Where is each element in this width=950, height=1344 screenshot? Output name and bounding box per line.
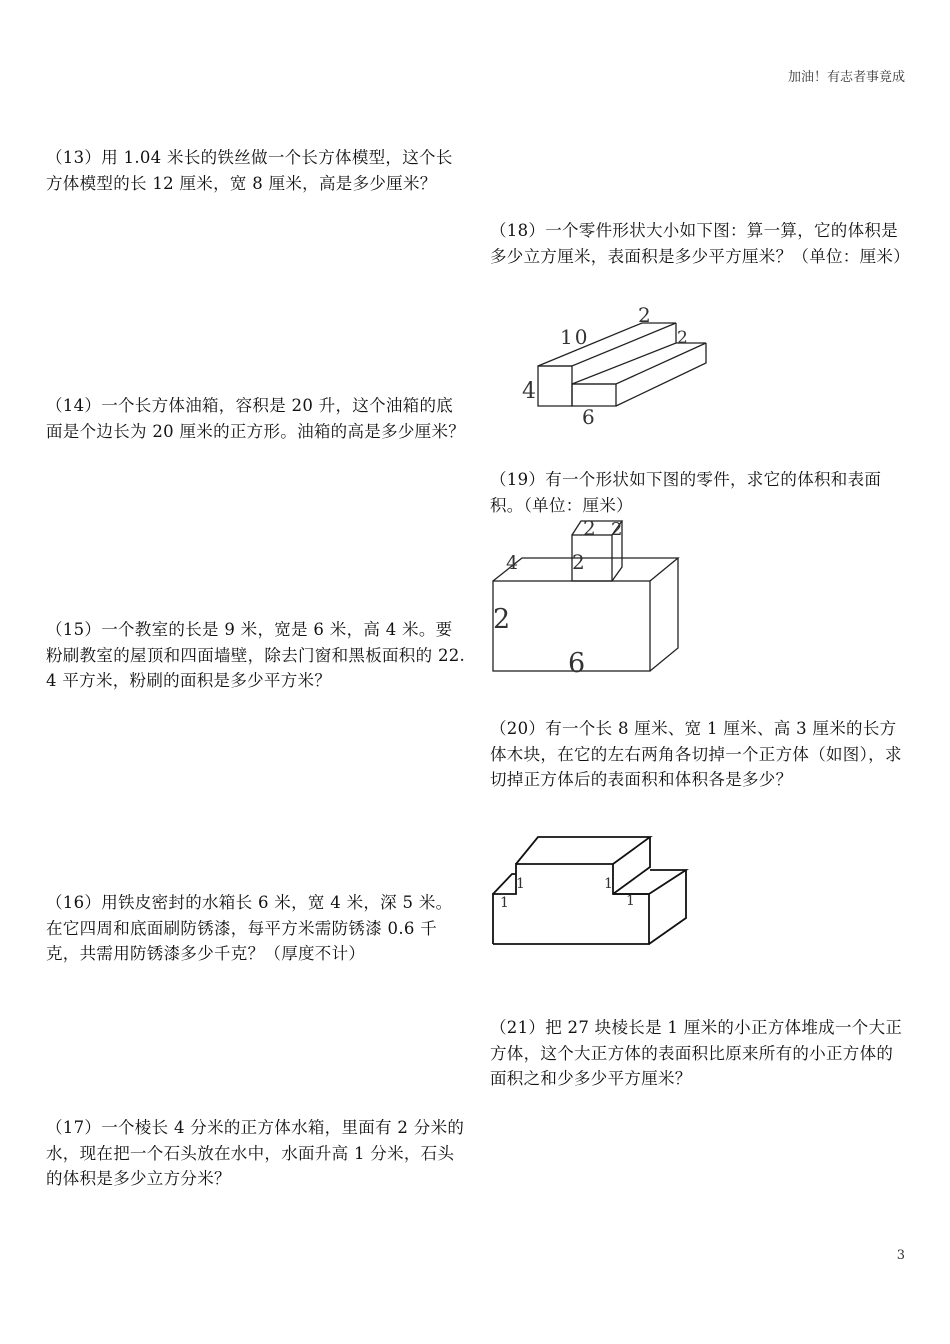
question-16: （16）用铁皮密封的水箱长 6 米，宽 4 米，深 5 米。在它四周和底面刷防锈漆，每平方米需防锈漆 0.6 千克，共需用防锈漆多少千克？（厚度不计） (46, 893, 453, 963)
fig18-label-height: 4 (522, 379, 536, 404)
fig19-label-depth: 4 (506, 552, 519, 574)
fig18-label-width: 6 (582, 405, 595, 429)
fig18-label-step-width: 2 (677, 328, 688, 348)
fig20-label-right-top: 1 (604, 876, 613, 892)
figure-19-box-with-cube (490, 515, 690, 680)
page-number: 3 (896, 1248, 905, 1263)
fig18-label-top: 2 (638, 303, 651, 327)
fig18-label-length: 10 (560, 325, 590, 349)
fig20-label-left-bottom: 1 (500, 895, 509, 911)
fig20-label-right-bottom: 1 (626, 893, 635, 909)
question-18: （18）一个零件形状大小如下图：算一算，它的体积是多少立方厘米，表面积是多少平方厘米？（单位：厘米） (490, 221, 910, 266)
question-14: （14）一个长方体油箱，容积是 20 升，这个油箱的底面是个边长为 20 厘米的正方形。油箱的高是多少厘米？ (46, 396, 466, 441)
fig19-label-cube-height: 2 (572, 550, 585, 574)
fig19-label-length: 6 (568, 648, 586, 679)
fig19-label-cube-top: 2 (583, 516, 596, 540)
question-20: （20）有一个长 8 厘米、宽 1 厘米、高 3 厘米的长方体木块，在它的左右两角各切掉一个正方体（如图），求切掉正方体后的表面积和体积各是多少？ (490, 719, 902, 789)
fig19-label-cube-depth: 2 (611, 519, 623, 540)
question-21: （21）把 27 块棱长是 1 厘米的小正方体堆成一个大正方体，这个大正方体的表面积比原来所有的小正方体的面积之和少多少平方厘米？ (490, 1018, 903, 1088)
question-17: （17）一个棱长 4 分米的正方体水箱，里面有 2 分米的水，现在把一个石头放在水中，水面升高 1 分米，石头的体积是多少立方分米？ (46, 1118, 465, 1188)
fig19-label-height: 2 (493, 604, 511, 635)
question-13: （13）用 1.04 米长的铁丝做一个长方体模型，这个长方体模型的长 12 厘米，宽 8 厘米，高是多少厘米？ (46, 148, 453, 193)
question-15: （15）一个教室的长是 9 米，宽是 6 米，高 4 米。要粉刷教室的屋顶和四面墙壁，除去门窗和黑板面积的 22.4 平方米，粉刷的面积是多少平方米？ (46, 620, 466, 690)
question-19: （19）有一个形状如下图的零件，求它的体积和表面积。（单位：厘米） (490, 470, 882, 515)
page-header: 加油！有志者事竟成 (787, 70, 905, 85)
fig20-label-left-top: 1 (516, 876, 525, 892)
figure-20-cut-block (490, 832, 695, 952)
figure-18-step-block (500, 298, 730, 433)
